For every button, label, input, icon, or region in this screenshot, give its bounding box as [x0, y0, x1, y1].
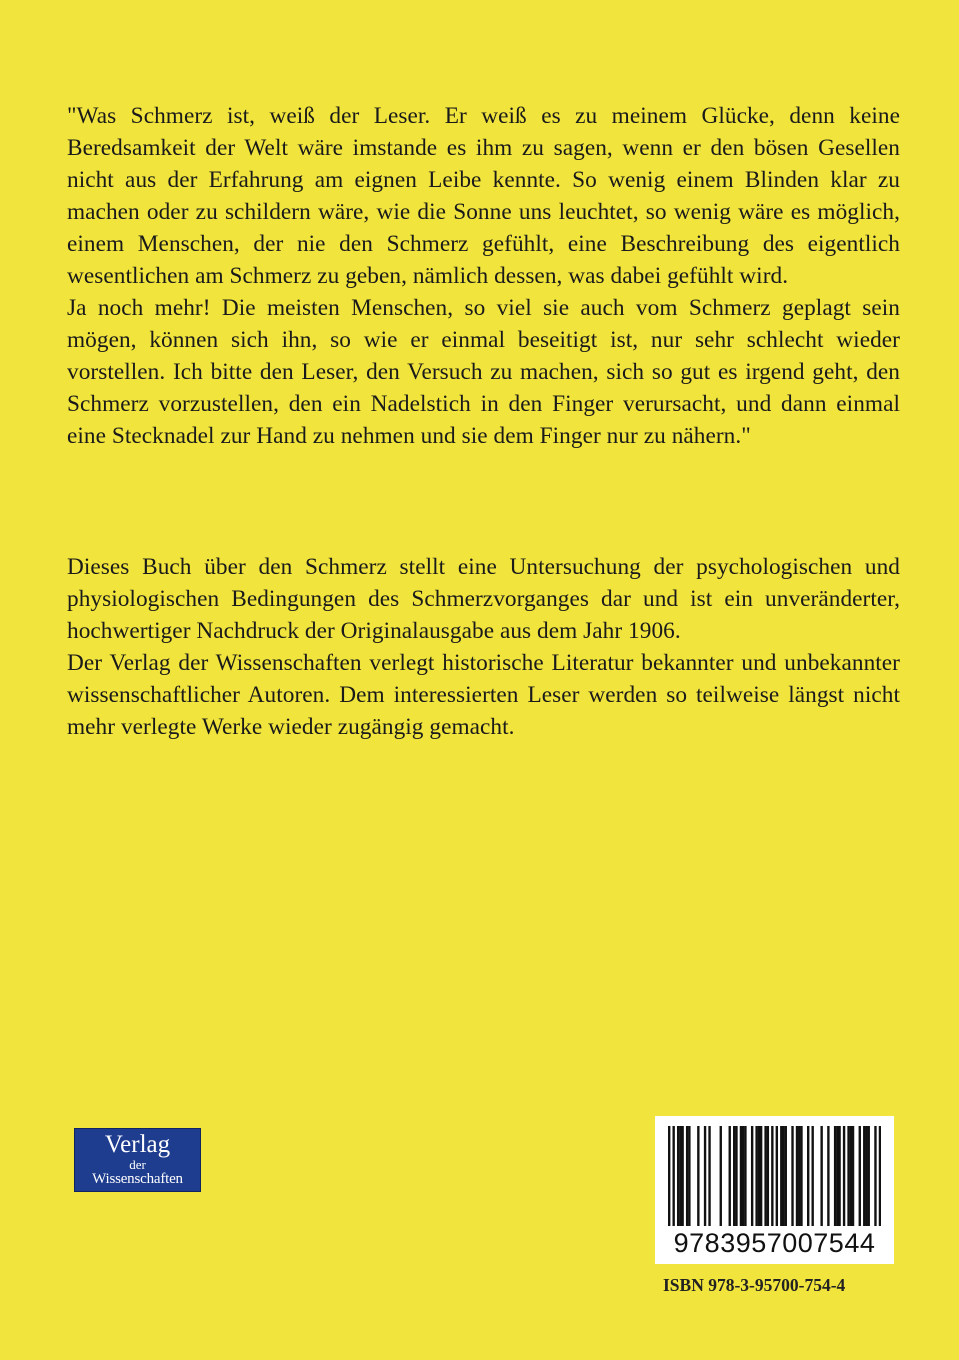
barcode-bar: [811, 1126, 813, 1226]
barcode-bar: [672, 1126, 674, 1226]
publisher-logo: [74, 1128, 201, 1192]
barcode-bar: [720, 1126, 722, 1226]
barcode-bar: [688, 1126, 690, 1226]
barcode-bar: [740, 1126, 742, 1226]
barcode-bar: [838, 1126, 840, 1226]
barcode-bar: [865, 1126, 867, 1226]
barcode-bar: [850, 1126, 852, 1226]
barcode-bar: [751, 1126, 753, 1226]
description-block: [67, 551, 900, 743]
barcode-bar: [735, 1126, 737, 1226]
barcode-bar: [782, 1126, 784, 1226]
barcode-bar: [827, 1126, 829, 1226]
barcode-bar: [677, 1126, 679, 1226]
barcode-bar: [755, 1126, 757, 1226]
barcode-bar: [836, 1126, 838, 1226]
barcode-bar: [729, 1126, 731, 1226]
barcode-bar: [847, 1126, 849, 1226]
barcode-bar: [791, 1126, 793, 1226]
barcode-bar: [686, 1126, 688, 1226]
barcode-bar: [798, 1126, 800, 1226]
quote-paragraph-1: "Was Schmerz ist, weiß der Leser. Er weiß es zu meinem Glücke, denn keine Beredsamkeit der Welt wäre imstande es ihm zu sagen, wenn er den bösen Gesellen nicht aus der Erfahrung am eignen Leibe kennte. So wenig einem Blinden klar zu machen oder zu schildern wäre, wie die Sonne uns leuchtet, so wenig wäre es möglich, einem Menschen, der nie den Schmerz gefühlt, eine Beschreibung des eigentlich wesentlichen am Schmerz zu geben, nämlich dessen, was dabei gefühlt wird.: [67, 103, 900, 289]
barcode-bar: [874, 1126, 876, 1226]
isbn-text: ISBN 978-3-95700-754-4: [663, 1275, 846, 1295]
logo-line-der: der: [129, 1157, 146, 1172]
barcode-bars: [668, 1126, 881, 1226]
barcode-bar: [807, 1126, 809, 1226]
description-paragraph-2: Der Verlag der Wissenschaften verlegt historische Literatur bekannter und unbekannter wissenschaftlicher Autoren. Dem interessierten Leser werden so teilweise längst nicht mehr verlegte Werke wieder zugängig gemacht.: [67, 650, 900, 740]
description-paragraph-1: Dieses Buch über den Schmerz stellt eine Untersuchung der psychologischen und physiologischen Bedingungen des Schmerzvorganges dar und ist ein unveränderter, hochwertiger Nachdruck der Originalausgabe aus dem Jahr 1906.: [67, 554, 900, 644]
barcode-bar: [742, 1126, 744, 1226]
barcode-bar: [820, 1126, 822, 1226]
barcode-bar: [800, 1126, 802, 1226]
barcode-bar: [834, 1126, 836, 1226]
logo-line-wissenschaften: Wissenschaften: [92, 1171, 183, 1187]
barcode-bar: [852, 1126, 854, 1226]
quote-paragraph-2: Ja noch mehr! Die meisten Menschen, so viel sie auch vom Schmerz geplagt sein mögen, können sich ihn, so wie er einmal beseitigt ist, nur sehr schlecht wieder vorstellen. Ich bitte den Leser, den Versuch zu machen, sich so gut es irgend geht, den Schmerz vorzustellen, den ein Nadelstich in den Finger verursacht, und dann einmal eine Stecknadel zur Hand zu nehmen und sie dem Finger nur zu nähern.": [67, 295, 900, 449]
barcode-box: [655, 1116, 894, 1264]
barcode-bar: [744, 1126, 746, 1226]
barcode-bar: [776, 1126, 778, 1226]
barcode-bar: [868, 1126, 870, 1226]
quote-block: [67, 100, 900, 452]
barcode-bar: [758, 1126, 760, 1226]
barcode-bar: [760, 1126, 762, 1226]
barcode-bar: [859, 1126, 861, 1226]
barcode-bar: [764, 1126, 766, 1226]
barcode-bar: [843, 1126, 845, 1226]
barcode-bar: [785, 1126, 787, 1226]
barcode-digits: 9783957007544: [673, 1228, 876, 1258]
logo-line-verlag: Verlag: [104, 1131, 171, 1158]
barcode-bar: [679, 1126, 681, 1226]
barcode-bar: [697, 1126, 699, 1226]
barcode-bar: [733, 1126, 735, 1226]
barcode-bar: [708, 1126, 710, 1226]
barcode-bar: [780, 1126, 782, 1226]
barcode-bar: [796, 1126, 798, 1226]
barcode-bar: [668, 1126, 670, 1226]
barcode-bar: [771, 1126, 773, 1226]
barcode-bar: [767, 1126, 769, 1226]
barcode-bar: [879, 1126, 881, 1226]
barcode-bar: [863, 1126, 865, 1226]
barcode-bar: [704, 1126, 706, 1226]
barcode-bar: [681, 1126, 683, 1226]
